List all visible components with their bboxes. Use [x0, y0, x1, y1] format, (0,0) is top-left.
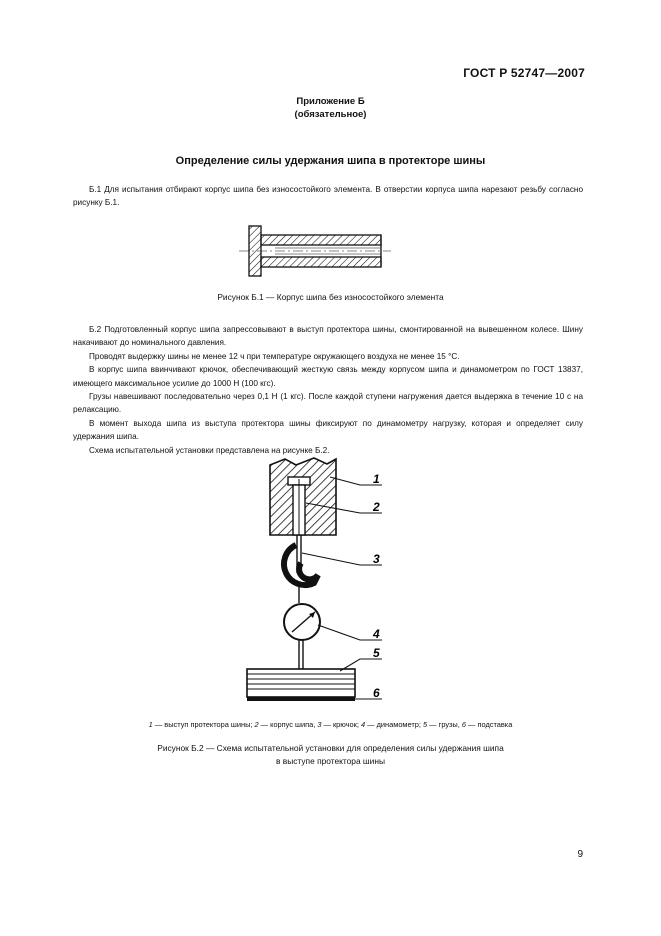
figure-b2-caption-line2: в выступе протектора шины	[276, 756, 385, 766]
legend-text: корпус шипа,	[270, 720, 316, 729]
figure-b2-caption-line1: Рисунок Б.2 — Схема испытательной установки для определения силы удержания шипа	[157, 743, 504, 753]
paragraph-b2-line: В момент выхода шипа из выступа протектора шины фиксируют по динамометру нагрузку, которая и определяет силу удержания шипа.	[73, 418, 583, 442]
paragraph-b2-line: Схема испытательной установки представлена на рисунке Б.2.	[89, 445, 330, 455]
paragraph-b2-line: Б.2 Подготовленный корпус шипа запрессовывают в выступ протектора шины, смонтированной на вывешенном колесе. Шину накачивают до номинального давления.	[73, 325, 583, 348]
legend-num: 4	[360, 720, 366, 729]
legend-text: выступ протектора шины;	[164, 720, 253, 729]
legend-text: грузы,	[438, 720, 460, 729]
legend-num: 6	[461, 720, 466, 729]
label-3: 3	[373, 552, 380, 566]
legend-num: 1	[148, 720, 153, 729]
label-6: 6	[373, 686, 380, 700]
label-5: 5	[373, 646, 380, 660]
figure-b2-legend: 1 — выступ протектора шины; 2 — корпус шипа, 3 — крючок; 4 — динамометр; 5 — грузы, 6 — подставка	[148, 720, 513, 729]
figure-b1-stud-body	[235, 222, 395, 282]
paragraph-b1-text: Б.1 Для испытания отбирают корпус шипа без износостойкого элемента. В отверстии корпуса шипа нарезают резьбу согласно рисунку Б.1.	[73, 185, 583, 208]
hook	[284, 535, 318, 603]
paragraph-b2	[73, 323, 583, 457]
label-2: 2	[373, 500, 380, 514]
standard-number: ГОСТ Р 52747—2007	[463, 66, 585, 80]
legend-text: подставка	[477, 720, 513, 729]
dynamometer	[284, 604, 320, 670]
stand	[247, 697, 355, 701]
label-1: 1	[373, 472, 380, 486]
legend-num: 2	[254, 720, 259, 729]
figure-b1-caption: Рисунок Б.1 — Корпус шипа без износостойкого элемента	[217, 292, 444, 302]
label-4: 4	[373, 627, 380, 641]
figure-b2-test-rig	[230, 455, 400, 715]
legend-num: 3	[317, 720, 322, 729]
section-title: Определение силы удержания шипа в протекторе шины	[175, 155, 486, 167]
legend-num: 5	[423, 720, 428, 729]
paragraph-b2-line: Проводят выдержку шины не менее 12 ч при температуре окружающего воздуха не менее 15 °С.	[89, 351, 460, 361]
legend-text: динамометр;	[376, 720, 421, 729]
paragraph-b1	[73, 183, 583, 210]
legend-text: крючок;	[332, 720, 359, 729]
paragraph-b2-line: Грузы навешивают последовательно через 0,1 Н (1 кгс). После каждой ступени нагружения дается выдержка в течение 10 с на релаксацию.	[73, 392, 583, 415]
page-number: 9	[577, 849, 583, 860]
annex-title: Приложение Б	[296, 96, 365, 107]
weights-stack	[247, 669, 355, 697]
paragraph-b2-line: В корпус шипа ввинчивают крючок, обеспечивающий жесткую связь между корпусом шипа и динамометром по ГОСТ 13837, имеющего максимальное усилие до 1000 Н (100 кгс).	[73, 365, 583, 388]
annex-status: (обязательное)	[294, 109, 367, 120]
